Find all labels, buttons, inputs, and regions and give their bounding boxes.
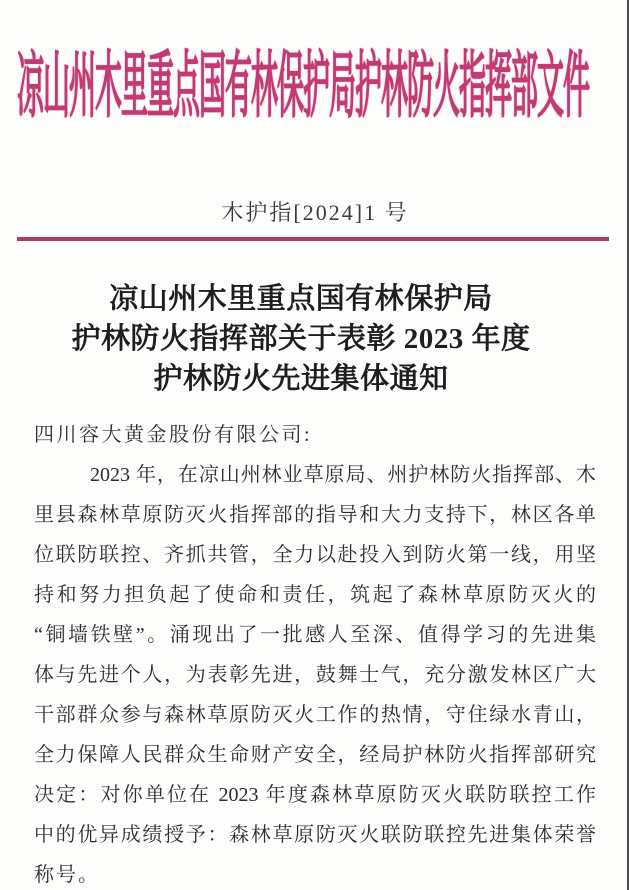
body-text-line: 2023 年，在凉山州林业草原局、州护林防火指挥部、木 [90,464,596,486]
scan-edge-artifact [627,0,629,890]
body-text-line: “铜墙铁壁”。涌现出了一批感人至深、值得学习的先进集 [34,624,596,646]
recipient-salutation: 四川容大黄金股份有限公司: [34,424,313,446]
red-divider-line [17,237,609,241]
body-text-line: 全力保障人民群众生命财产安全，经局护林防火指挥部研究 [34,744,596,766]
body-text-line: 里县森林草原防灭火指挥部的指导和大力支持下，林区各单 [34,504,596,526]
body-text-line: 体与先进个人，为表彰先进，鼓舞士气，充分激发林区广大 [34,664,596,686]
notice-title-line: 护林防火指挥部关于表彰 2023 年度 [71,323,531,355]
notice-title-line: 护林防火先进集体通知 [153,363,449,395]
body-text-line: 称号。 [34,864,100,886]
body-text-line: 持和努力担负起了使命和责任，筑起了森林草原防灭火的 [34,584,596,606]
document-number: 木护指[2024]1 号 [221,200,409,225]
body-text-line: 决定：对你单位在 2023 年度森林草原防灭火联防联控工作 [34,784,596,806]
body-text-line: 干部群众参与森林草原防灭火工作的热情，守住绿水青山， [34,704,596,726]
body-text-line: 位联防联控、齐抓共管，全力以赴投入到防火第一线，用坚 [34,544,596,566]
notice-content [34,415,596,890]
letterhead-title: 凉山州木里重点国有林保护局护林防火指挥部文件 [17,45,589,127]
body-text-line: 中的优异成绩授予：森林草原防灭火联防联控先进集体荣誉 [34,824,596,846]
notice-title [0,279,602,399]
notice-body-paragraph [34,455,596,890]
notice-title-line: 凉山州木里重点国有林保护局 [109,283,493,315]
